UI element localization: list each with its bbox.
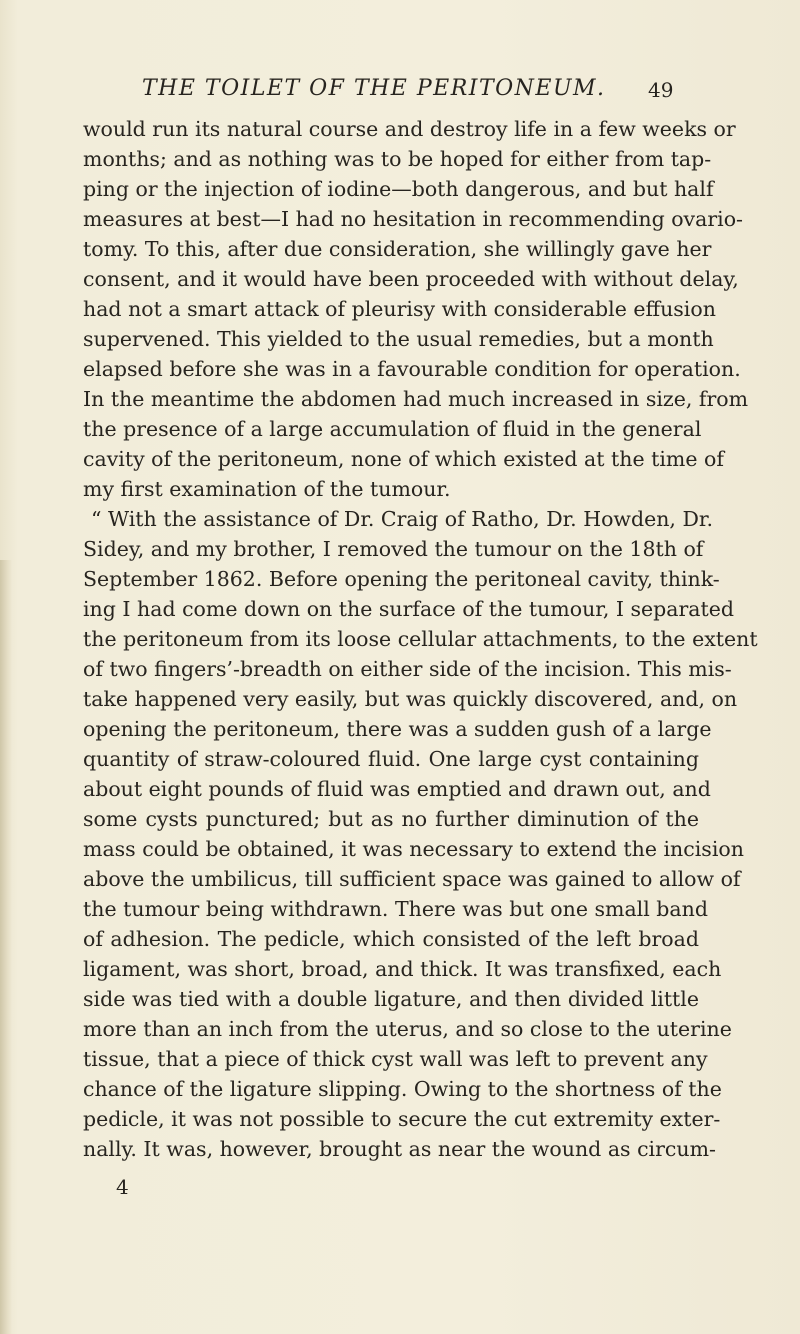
text-line: consent, and it would have been proceeded with without delay,: [83, 267, 739, 291]
text-line: the tumour being withdrawn. There was but one small band: [83, 897, 708, 921]
text-line: would run its natural course and destroy life in a few weeks or: [83, 117, 736, 141]
text-line: my first examination of the tumour.: [83, 477, 451, 501]
text-line: In the meantime the abdomen had much increased in size, from: [83, 387, 749, 411]
text-line: ligament, was short, broad, and thick. It was transfixed, each: [83, 957, 722, 981]
text-line: quantity of straw-coloured fluid. One large cyst containing: [83, 747, 699, 771]
text-line: elapsed before she was in a favourable condition for operation.: [83, 357, 741, 381]
text-line: cavity of the peritoneum, none of which existed at the time of: [83, 447, 724, 471]
text-line: the presence of a large accumulation of fluid in the general: [83, 417, 702, 441]
text-line: ing I had come down on the surface of the tumour, I separated: [83, 597, 734, 621]
text-line: had not a smart attack of pleurisy with considerable effusion: [83, 297, 716, 321]
text-line: “ With the assistance of Dr. Craig of Ratho, Dr. Howden, Dr.: [91, 507, 713, 531]
text-line: about eight pounds of fluid was emptied and drawn out, and: [83, 777, 711, 801]
running-head: [0, 76, 800, 106]
text-line: chance of the ligature slipping. Owing to the shortness of the: [83, 1077, 722, 1101]
text-line: Sidey, and my brother, I removed the tumour on the 18th of: [83, 537, 704, 561]
text-line: measures at best—I had no hesitation in recommending ovario-: [83, 207, 743, 231]
text-line: some cysts punctured; but as no further diminution of the: [83, 807, 699, 831]
text-line: more than an inch from the uterus, and so close to the uterine: [83, 1017, 732, 1041]
text-line: months; and as nothing was to be hoped for either from tap-: [83, 147, 712, 171]
text-line: of two fingers’-breadth on either side of the incision. This mis-: [83, 657, 732, 681]
text-line: ping or the injection of iodine—both dangerous, and but half: [83, 177, 714, 201]
text-line: of adhesion. The pedicle, which consisted of the left broad: [83, 927, 699, 951]
page-number: 49: [648, 78, 674, 102]
text-line: the peritoneum from its loose cellular attachments, to the extent: [83, 627, 758, 651]
text-line: above the umbilicus, till sufficient space was gained to allow of: [83, 867, 741, 891]
text-line: opening the peritoneum, there was a sudden gush of a large: [83, 717, 712, 741]
text-line: September 1862. Before opening the peritoneal cavity, think-: [83, 567, 720, 591]
text-line: supervened. This yielded to the usual remedies, but a month: [83, 327, 714, 351]
text-line: side was tied with a double ligature, and then divided little: [83, 987, 699, 1011]
text-line: nally. It was, however, brought as near the wound as circum-: [83, 1137, 716, 1161]
page-gutter-shadow: [0, 560, 12, 1334]
text-line: mass could be obtained, it was necessary to extend the incision: [83, 837, 744, 861]
running-head-title: THE TOILET OF THE PERITONEUM.: [142, 76, 606, 101]
text-line: take happened very easily, but was quickly discovered, and, on: [83, 687, 738, 711]
text-line: tissue, that a piece of thick cyst wall was left to prevent any: [83, 1047, 708, 1071]
signature-mark: 4: [116, 1175, 129, 1199]
text-line: pedicle, it was not possible to secure the cut extremity exter-: [83, 1107, 721, 1131]
text-line: tomy. To this, after due consideration, she willingly gave her: [83, 237, 712, 261]
